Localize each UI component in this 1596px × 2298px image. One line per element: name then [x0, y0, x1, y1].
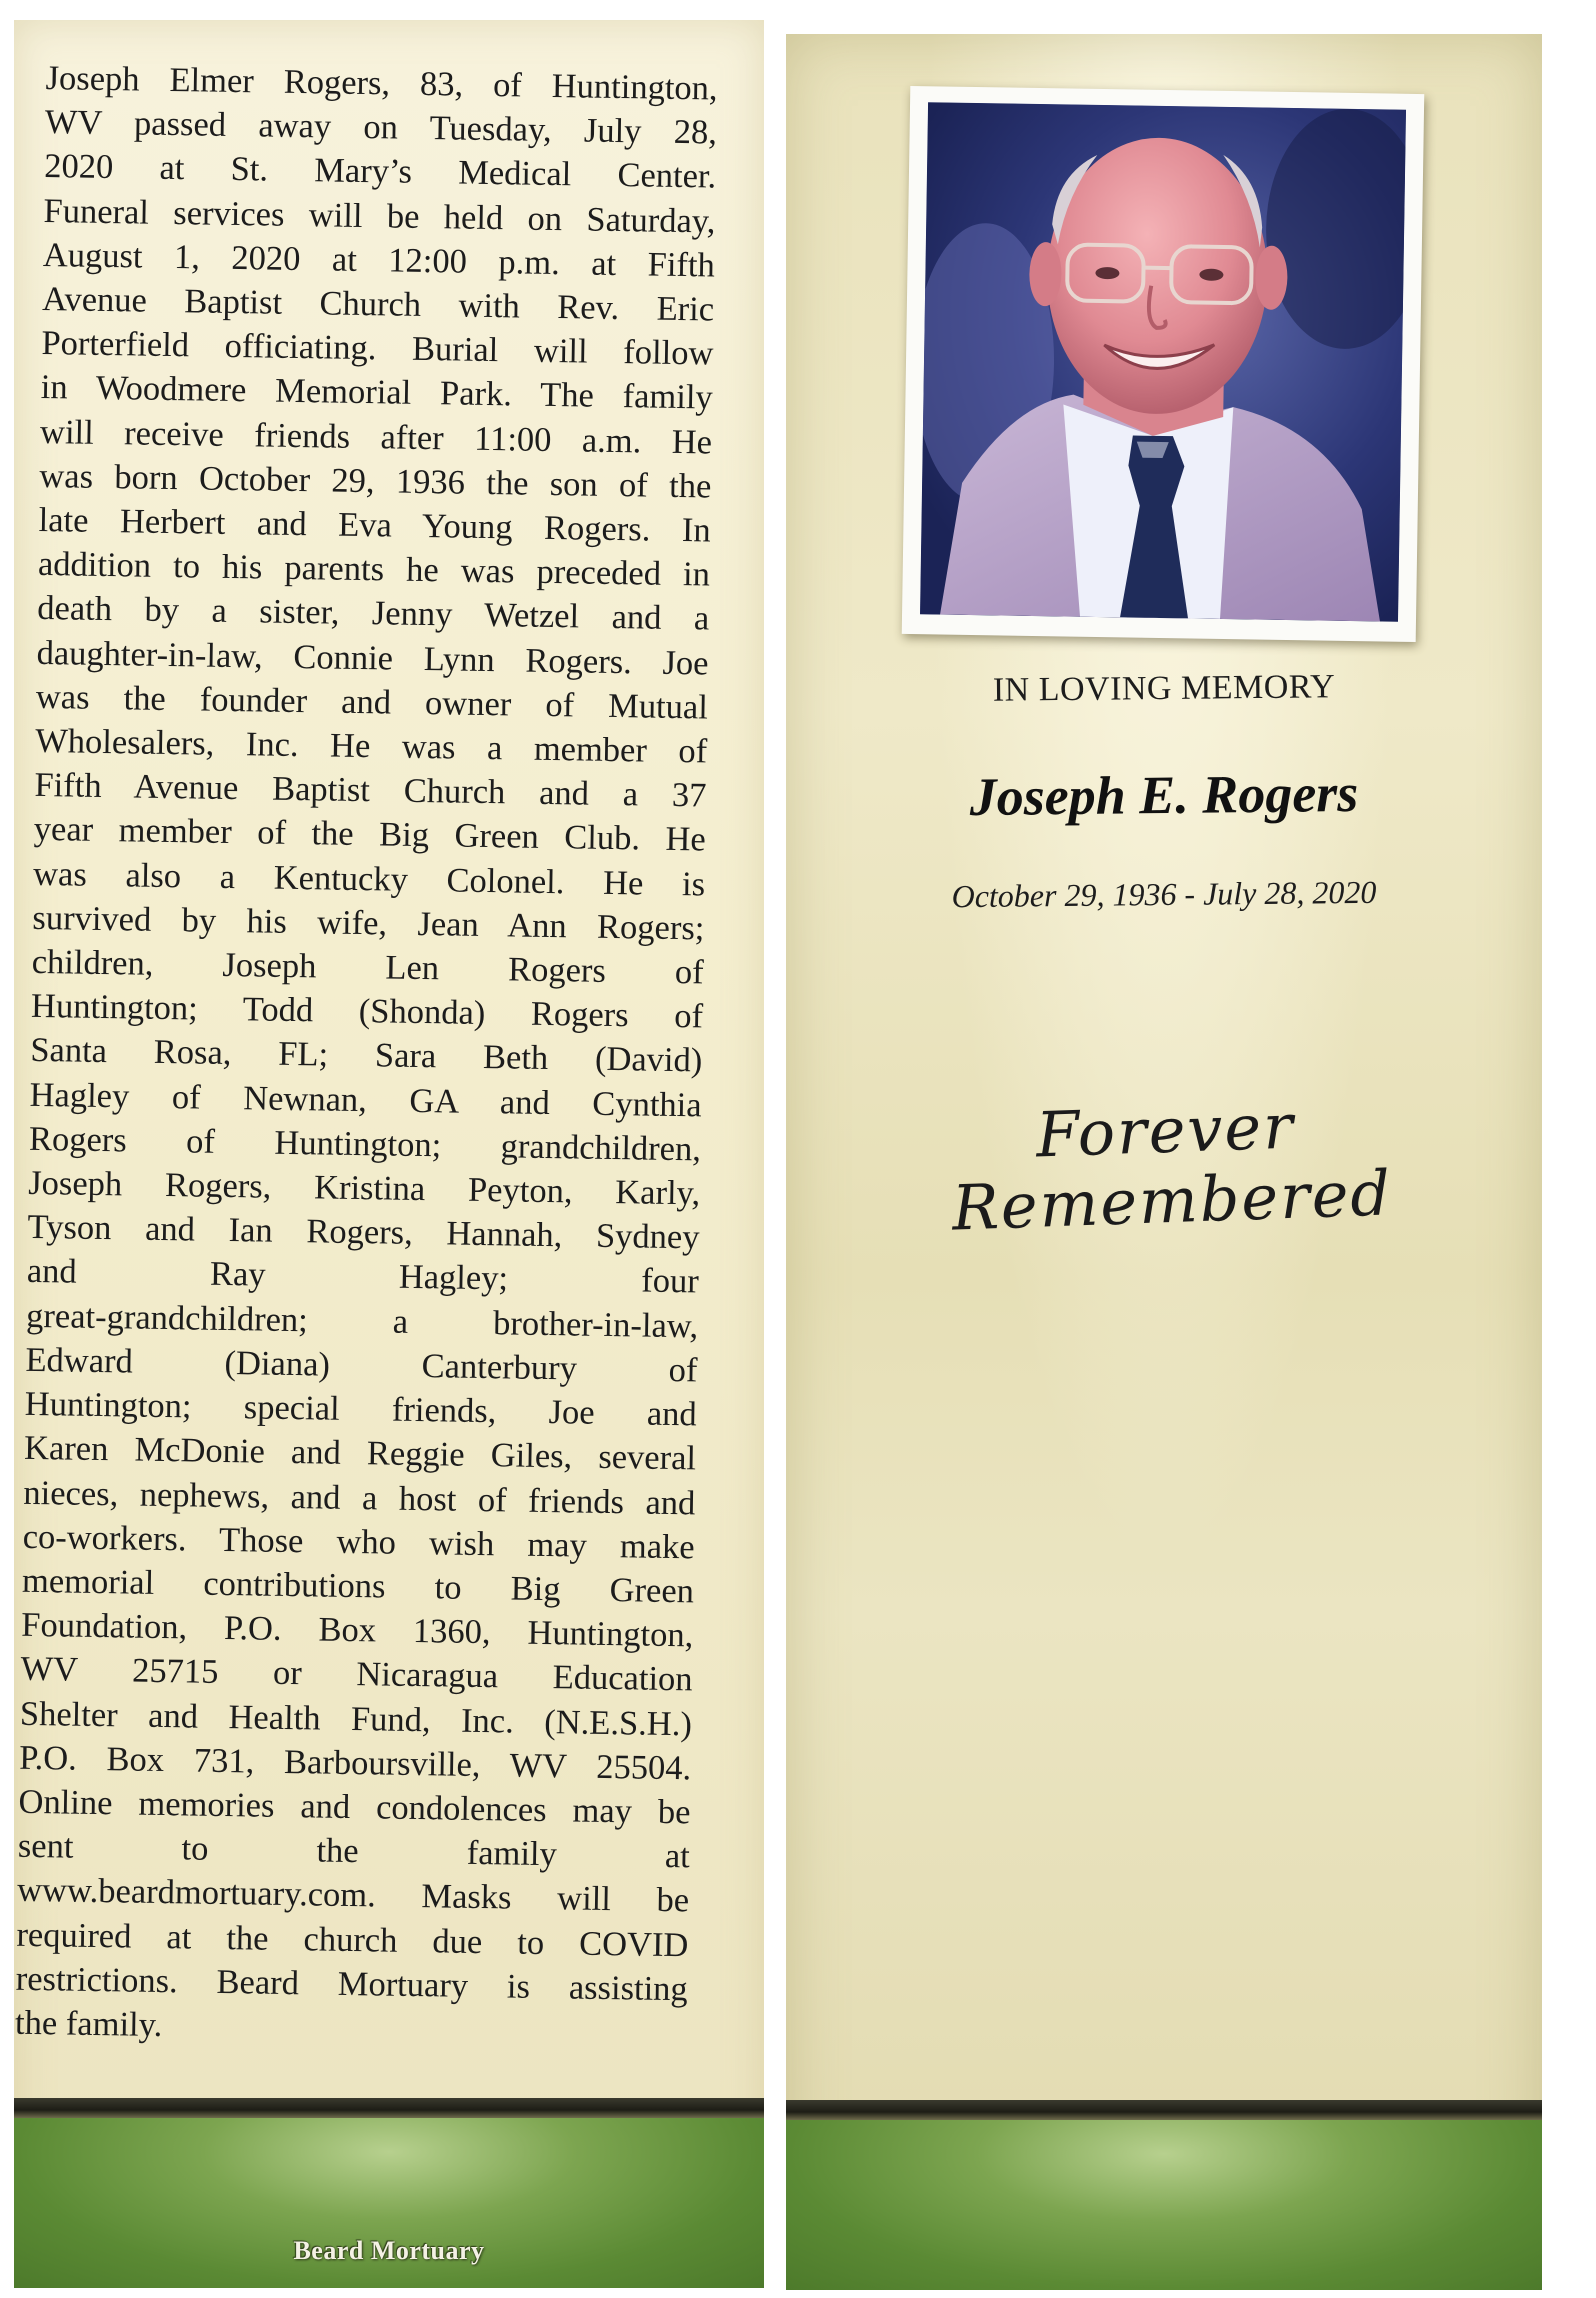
obituary-line: nieces, nephews, and a host of friends and	[23, 1473, 696, 1522]
obituary-line: Porterfield officiating. Burial will follow	[41, 324, 714, 373]
portrait-photo	[920, 102, 1406, 621]
obituary-line: daughter-in-law, Connie Lynn Rogers. Joe	[36, 633, 709, 683]
obituary-line: Santa Rosa, FL; Sara Beth (David)	[30, 1031, 703, 1080]
obituary-line: great-grandchildren; a brother-in-law,	[25, 1296, 699, 1346]
obituary-line: restrictions. Beard Mortuary is assisting	[15, 1959, 689, 2009]
script-forever: Forever	[1034, 1089, 1296, 1172]
obituary-line: www.beardmortuary.com. Masks will be	[16, 1871, 690, 1920]
obituary-line: Foundation, P.O. Box 1360, Huntington,	[21, 1605, 694, 1655]
memorial-footer-divider	[786, 2100, 1542, 2120]
obituary-line: Joseph Rogers, Kristina Peyton, Karly,	[27, 1163, 701, 1213]
obituary-line: children, Joseph Len Rogers of	[31, 942, 704, 992]
obituary-line: August 1, 2020 at 12:00 p.m. at Fifth	[42, 235, 716, 285]
obituary-line: Tyson and Ian Rogers, Hannah, Sydney	[27, 1208, 700, 1257]
memorial-name: Joseph E. Rogers	[969, 762, 1359, 828]
obituary-line: Funeral services will be held on Saturday,	[43, 191, 716, 241]
obituary-line: Karen McDonie and Reggie Giles, several	[23, 1429, 697, 1478]
obituary-line: year member of the Big Green Club. He	[33, 810, 707, 859]
footer-divider	[14, 2098, 764, 2118]
obituary-line: memorial contributions to Big Green	[21, 1561, 695, 1611]
obituary-bookmark	[14, 20, 764, 2288]
obituary-line: Joseph Elmer Rogers, 83, of Huntington,	[45, 58, 718, 108]
memorial-dates: October 29, 1936 - July 28, 2020	[951, 873, 1377, 915]
obituary-line: the family.	[14, 2003, 163, 2045]
script-remembered: Remembered	[950, 1156, 1394, 1245]
obituary-line: was born October 29, 1936 the son of the	[39, 456, 712, 506]
obituary-line: late Herbert and Eva Young Rogers. In	[38, 500, 711, 550]
obituary-line: sent to the family at	[17, 1826, 691, 1876]
obituary-line: and Ray Hagley; four	[26, 1252, 700, 1301]
obituary-line: was the founder and owner of Mutual	[35, 677, 709, 727]
obituary-line: 2020 at St. Mary’s Medical Center.	[43, 147, 717, 196]
memory-heading: IN LOVING MEMORY	[992, 668, 1336, 709]
obituary-line: Edward (Diana) Canterbury of	[25, 1340, 698, 1390]
portrait-frame	[902, 86, 1425, 642]
obituary-line: WV passed away on Tuesday, July 28,	[44, 103, 718, 152]
obituary-line: Online memories and condolences may be	[18, 1782, 691, 1832]
mortuary-brand: Beard Mortuary	[293, 2236, 485, 2265]
obituary-text	[15, 56, 718, 2055]
obituary-line: addition to his parents he was preceded in	[37, 545, 711, 594]
bookmark-footer	[14, 2098, 764, 2288]
obituary-line: Wholesalers, Inc. He was a member of	[34, 721, 708, 771]
obituary-line: death by a sister, Jenny Wetzel and a	[37, 589, 710, 638]
obituary-line: survived by his wife, Jean Ann Rogers;	[32, 898, 705, 948]
memorial-bookmark	[786, 34, 1542, 2290]
obituary-line: Shelter and Health Fund, Inc. (N.E.S.H.)	[19, 1694, 693, 1743]
obituary-line: in Woodmere Memorial Park. The family	[40, 368, 714, 417]
obituary-line: required at the church due to COVID	[16, 1915, 689, 1964]
memorial-footer-green-band	[786, 2120, 1542, 2290]
memorial-footer	[786, 2100, 1542, 2290]
obituary-line: Huntington; Todd (Shonda) Rogers of	[30, 987, 704, 1036]
obituary-line: WV 25715 or Nicaragua Education	[20, 1650, 693, 1699]
obituary-line: co-workers. Those who wish may make	[22, 1517, 695, 1567]
obituary-line: P.O. Box 731, Barboursville, WV 25504.	[18, 1738, 692, 1788]
obituary-line: Rogers of Huntington; grandchildren,	[28, 1119, 702, 1169]
obituary-line: will receive friends after 11:00 a.m. He	[39, 412, 713, 462]
obituary-line: Huntington; special friends, Joe and	[24, 1384, 698, 1434]
obituary-line: Avenue Baptist Church with Rev. Eric	[41, 279, 715, 329]
obituary-line: Fifth Avenue Baptist Church and a 37	[34, 766, 707, 815]
obituary-line: Hagley of Newnan, GA and Cynthia	[29, 1075, 702, 1125]
obituary-line: was also a Kentucky Colonel. He is	[32, 854, 706, 904]
